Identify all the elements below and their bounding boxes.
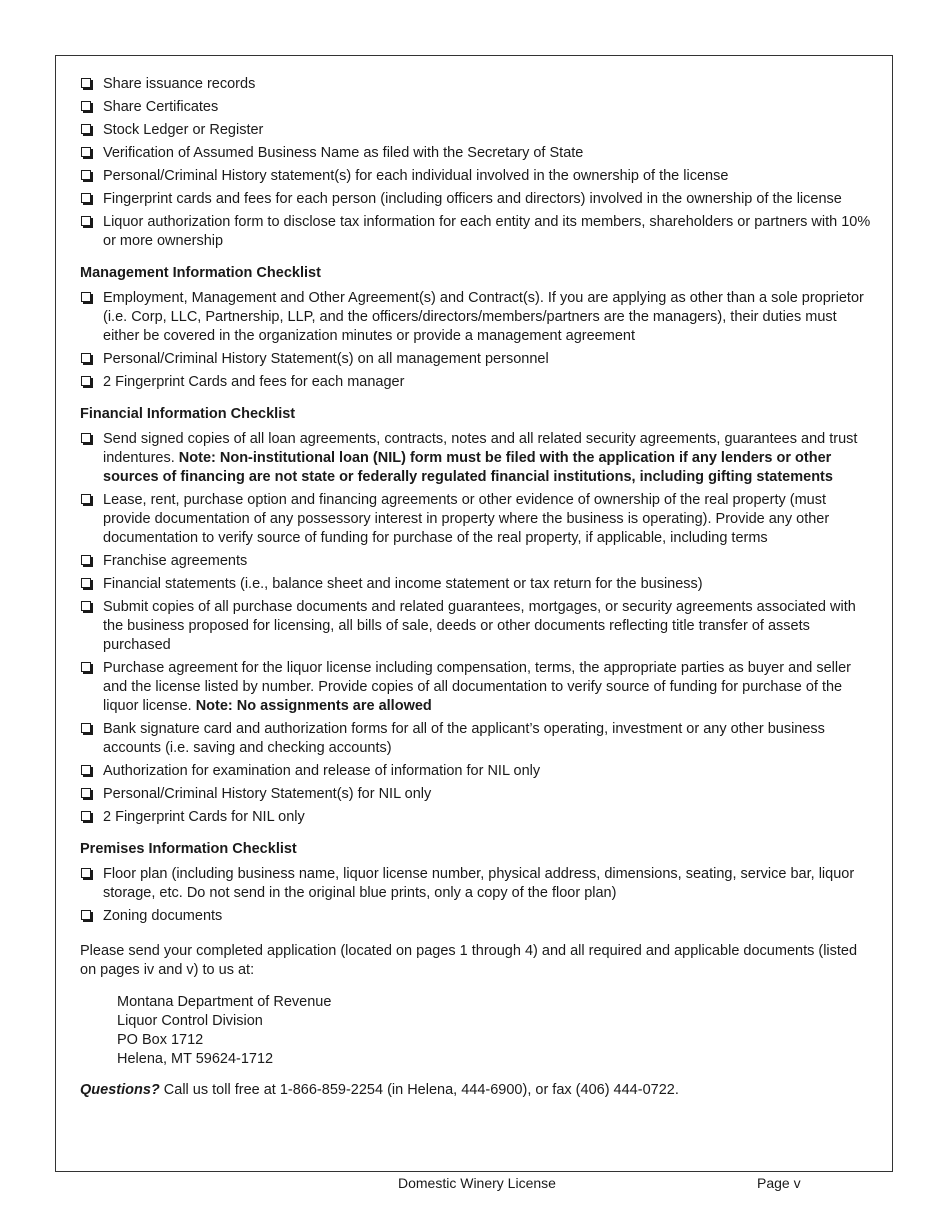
premises-checklist xyxy=(80,865,875,926)
item-text: Share issuance records xyxy=(103,76,256,92)
list-item xyxy=(80,762,875,781)
list-item xyxy=(80,75,875,94)
item-text: Verification of Assumed Business Name as filed with the Secretary of State xyxy=(103,145,584,161)
checkbox-icon[interactable] xyxy=(81,811,91,821)
checkbox-icon[interactable] xyxy=(81,353,91,363)
checkbox-icon[interactable] xyxy=(81,555,91,565)
item-text: 2 Fingerprint Cards for NIL only xyxy=(103,809,305,825)
ownership-checklist xyxy=(80,75,875,251)
address-line: Montana Department of Revenue xyxy=(117,994,332,1010)
checkbox-icon[interactable] xyxy=(81,788,91,798)
management-checklist xyxy=(80,289,875,392)
item-text: 2 Fingerprint Cards and fees for each manager xyxy=(103,374,405,390)
item-text: Franchise agreements xyxy=(103,553,248,569)
item-text: Send signed copies of all loan agreements, contracts, notes and all related security agreements, guarantees and trust indentures. xyxy=(103,431,858,466)
checkbox-icon[interactable] xyxy=(81,868,91,878)
item-text: Personal/Criminal History Statement(s) on all management personnel xyxy=(103,351,549,367)
list-item xyxy=(80,808,875,827)
list-item xyxy=(80,350,875,369)
list-item xyxy=(80,491,875,548)
list-item xyxy=(80,552,875,571)
list-item xyxy=(80,785,875,804)
list-item xyxy=(80,373,875,392)
financial-checklist xyxy=(80,430,875,827)
item-text: Financial statements (i.e., balance sheet and income statement or tax return for the business) xyxy=(103,576,703,592)
list-item xyxy=(80,598,875,655)
checkbox-icon[interactable] xyxy=(81,494,91,504)
item-note: Note: Non-institutional loan (NIL) form must be filed with the application if any lenders or other sources of financing are not state or federally regulated financial institutions, including gifting statements xyxy=(103,450,833,485)
item-text: Zoning documents xyxy=(103,908,223,924)
checkbox-icon[interactable] xyxy=(81,578,91,588)
item-note: Note: No assignments are allowed xyxy=(195,698,432,714)
checkbox-icon[interactable] xyxy=(81,376,91,386)
list-item xyxy=(80,289,875,346)
item-text: Personal/Criminal History statement(s) for each individual involved in the ownership of the license xyxy=(103,168,729,184)
item-text: Submit copies of all purchase documents and related guarantees, mortgages, or security agreements associated with the business proposed for licensing, all bills of sale, deeds or other documents reflecting title transfer of assets purchased xyxy=(103,599,856,653)
list-item xyxy=(80,907,875,926)
list-item xyxy=(80,144,875,163)
address-line: PO Box 1712 xyxy=(117,1032,204,1048)
checkbox-icon[interactable] xyxy=(81,193,91,203)
questions-label: Questions? xyxy=(80,1082,160,1098)
checkbox-icon[interactable] xyxy=(81,662,91,672)
item-text: Liquor authorization form to disclose tax information for each entity and its members, shareholders or partners with 10% or more ownership xyxy=(103,214,871,249)
checkbox-icon[interactable] xyxy=(81,170,91,180)
item-text: Share Certificates xyxy=(103,99,219,115)
list-item xyxy=(80,720,875,758)
checkbox-icon[interactable] xyxy=(81,216,91,226)
item-text: Stock Ledger or Register xyxy=(103,122,264,138)
item-text: Floor plan (including business name, liquor license number, physical address, dimensions, seating, service bar, liquor storage, etc. Do not send in the original blue prints, only a copy of the floor plan) xyxy=(103,866,855,901)
list-item xyxy=(80,121,875,140)
checkbox-icon[interactable] xyxy=(81,124,91,134)
footer-document-title: Domestic Winery License xyxy=(398,1175,556,1191)
checkbox-icon[interactable] xyxy=(81,101,91,111)
list-item xyxy=(80,213,875,251)
item-text: Bank signature card and authorization forms for all of the applicant’s operating, investment or any other business accounts (i.e. saving and checking accounts) xyxy=(103,721,825,756)
list-item xyxy=(80,98,875,117)
list-item xyxy=(80,167,875,186)
item-text: Lease, rent, purchase option and financing agreements or other evidence of ownership of the real property (must provide documentation of any possessory interest in property where the business is operating). Provide any other documentation to verify source of funding for purchase of the real property, if applicable, including terms xyxy=(103,492,830,546)
list-item xyxy=(80,659,875,716)
checkbox-icon[interactable] xyxy=(81,147,91,157)
item-text: Personal/Criminal History Statement(s) for NIL only xyxy=(103,786,432,802)
checkbox-icon[interactable] xyxy=(81,292,91,302)
item-text: Employment, Management and Other Agreement(s) and Contract(s). If you are applying as other than a sole proprietor (i.e. Corp, LLC, Partnership, LLP, and the officers/directors/members/partners are the managers), their duties must either be covered in the organization minutes or provide a management agreement xyxy=(103,290,864,344)
footer-page-number: Page v xyxy=(757,1175,801,1191)
management-heading: Management Information Checklist xyxy=(80,265,321,281)
checkbox-icon[interactable] xyxy=(81,765,91,775)
list-item xyxy=(80,865,875,903)
item-text: Purchase agreement for the liquor license including compensation, terms, the appropriate parties as buyer and seller and the license listed by number. Provide copies of all documentation to verify source of funding for purchase of the liquor license. xyxy=(103,660,851,714)
document-body xyxy=(80,75,875,1100)
list-item xyxy=(80,190,875,209)
mailing-address xyxy=(117,993,875,1069)
item-text: Fingerprint cards and fees for each person (including officers and directors) involved in the ownership of the license xyxy=(103,191,842,207)
questions-line xyxy=(80,1081,875,1100)
list-item xyxy=(80,575,875,594)
send-instructions: Please send your completed application (located on pages 1 through 4) and all required and applicable documents (listed on pages iv and v) to us at: xyxy=(80,943,858,978)
address-line: Helena, MT 59624-1712 xyxy=(117,1051,274,1067)
questions-text: Call us toll free at 1-866-859-2254 (in Helena, 444-6900), or fax (406) 444-0722. xyxy=(159,1082,679,1098)
checkbox-icon[interactable] xyxy=(81,910,91,920)
checkbox-icon[interactable] xyxy=(81,723,91,733)
item-text: Authorization for examination and release of information for NIL only xyxy=(103,763,541,779)
list-item xyxy=(80,430,875,487)
checkbox-icon[interactable] xyxy=(81,601,91,611)
financial-heading: Financial Information Checklist xyxy=(80,406,296,422)
address-line: Liquor Control Division xyxy=(117,1013,263,1029)
premises-heading: Premises Information Checklist xyxy=(80,841,297,857)
checkbox-icon[interactable] xyxy=(81,433,91,443)
checkbox-icon[interactable] xyxy=(81,78,91,88)
